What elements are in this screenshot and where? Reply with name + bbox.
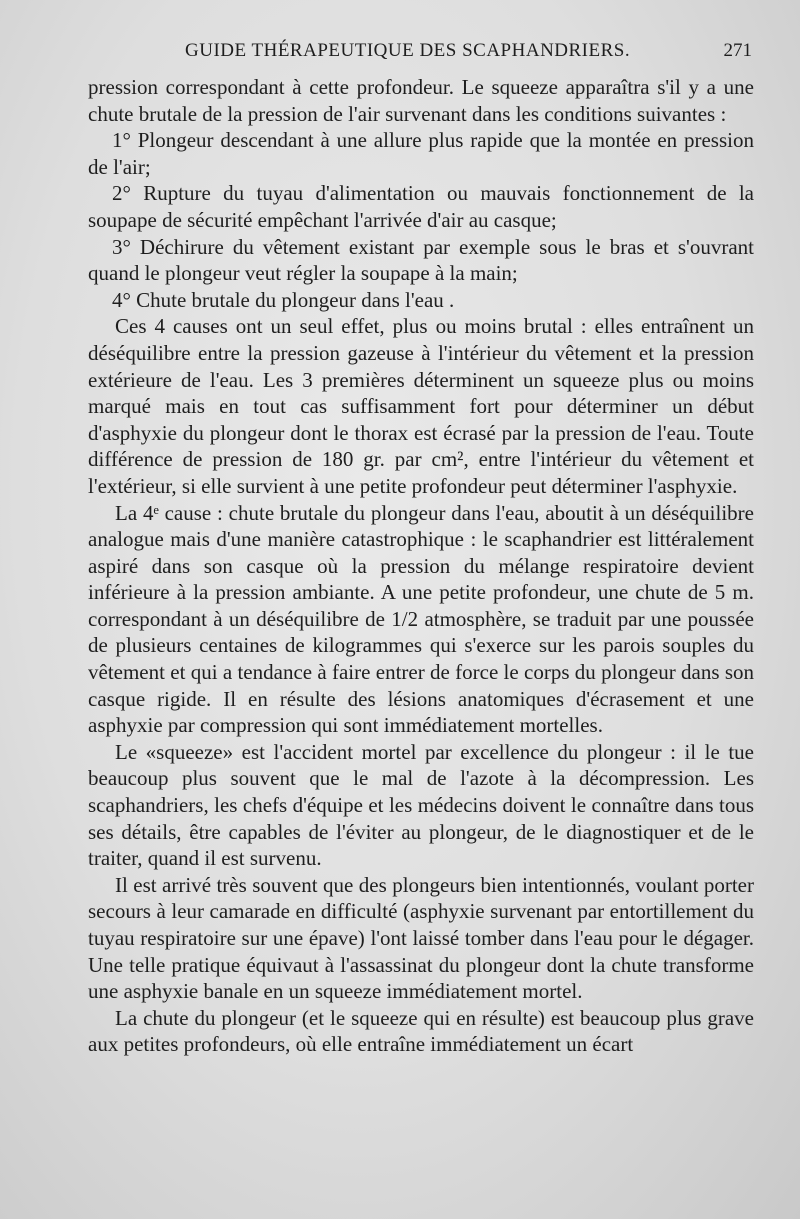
list-item-cause-2: 2° Rupture du tuyau d'alimentation ou mauvais fonctionnement de la soupape de sécurité empêchant l'arrivée d'air au casque;	[88, 181, 754, 232]
paragraph-rescue: Il est arrivé très souvent que des plongeurs bien intentionnés, voulant porter secours à leur camarade en difficulté (asphyxie survenant par entortillement du tuyau respiratoire sur une épave) l'ont laissé tomber dans l'eau pour le dégager. Une telle pratique équivaut à l'assassinat du plongeur dont la chute transforme une asphyxie banale en un squeeze immédiatement mortel.	[88, 872, 754, 1004]
paragraph-effects: Ces 4 causes ont un seul effet, plus ou moins brutal : elles entraînent un déséquilibre entre la pression gazeuse à l'intérieur du vêtement et la pression extérieure de l'eau. Les 3 premières déterminent un squeeze plus ou moins marqué mais en tout cas suffisamment fort pour déterminer un début d'asphyxie du plongeur dont le thorax est écrasé par la pression de l'eau. Toute différence de pression de 180 gr. par cm², entre l'intérieur du vêtement et l'extérieur, si elle survient à une petite profondeur peut déterminer l'asphyxie.	[88, 314, 754, 498]
list-item-cause-3: 3° Déchirure du vêtement existant par exemple sous le bras et s'ouvrant quand le plongeur veut régler la soupape à la main;	[88, 234, 754, 286]
paragraph-shallow-depth: La chute du plongeur (et le squeeze qui en résulte) est beaucoup plus grave aux petites profondeurs, où elle entraîne immédiatement un écart	[88, 1005, 754, 1057]
list-item-cause-4: 4° Chute brutale du plongeur dans l'eau .	[112, 287, 455, 312]
paragraph-squeeze: Le «squeeze» est l'accident mortel par excellence du plongeur : il le tue beaucoup plus souvent que le mal de l'azote à la décompression. Les scaphandriers, les chefs d'équipe et les médecins doivent le connaître dans tous ses détails, être capables de l'éviter au plongeur, de le diagnostiquer et de le traiter, quand il est survenu.	[88, 739, 754, 871]
paragraph-continuation: pression correspondant à cette profondeur. Le squeeze apparaîtra s'il y a une chute brutale de la pression de l'air survenant dans les conditions suivantes :	[88, 75, 754, 126]
running-title: GUIDE THÉRAPEUTIQUE DES SCAPHANDRIERS.	[185, 40, 631, 61]
list-item-cause-1: 1° Plongeur descendant à une allure plus rapide que la montée en pression de l'air;	[88, 128, 754, 179]
page-header	[185, 36, 752, 66]
paragraph-fourth-cause: La 4ᵉ cause : chute brutale du plongeur dans l'eau, aboutit à un déséquilibre analogue mais d'une manière catastrophique : le scaphandrier est littéralement aspiré dans son casque où la pression du mélange respiratoire devient inférieure à la pression ambiante. A une petite profondeur, une chute de 5 m. correspondant à un déséquilibre de 1/2 atmosphère, se traduit par une poussée de plusieurs centaines de kilogrammes qui s'exerce sur les parois souples du vêtement et qui a tendance à faire entrer de force le corps du plongeur dans son casque rigide. Il en résulte des lésions anatomiques d'écrasement et une asphyxie par compression qui sont immédiatement mortelles.	[88, 500, 754, 738]
page-number: 271	[723, 40, 752, 61]
body-text	[88, 74, 754, 1058]
